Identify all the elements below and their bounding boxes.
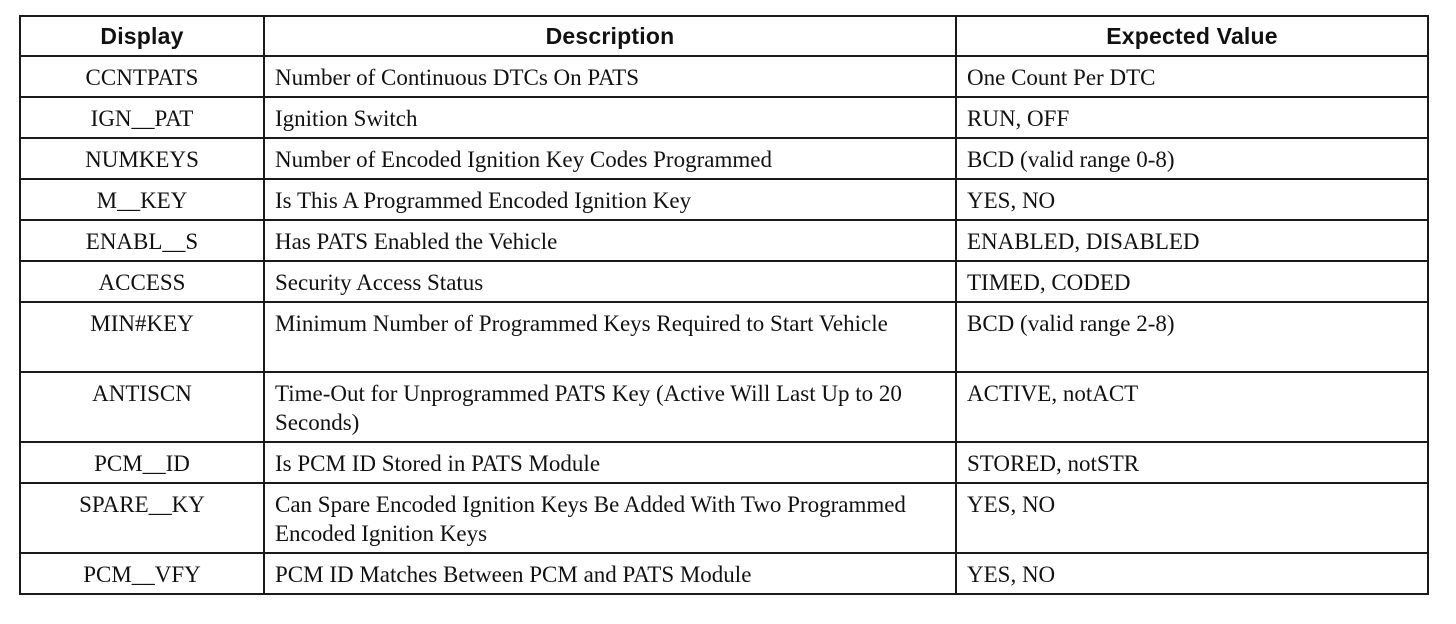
table-row [20,179,1428,220]
cell-description: Minimum Number of Programmed Keys Required to Start Vehicle [264,302,956,372]
cell-expected-value: BCD (valid range 0-8) [956,138,1428,179]
cell-description: Has PATS Enabled the Vehicle [264,220,956,261]
table-row [20,56,1428,97]
cell-description: Number of Encoded Ignition Key Codes Programmed [264,138,956,179]
table-row [20,372,1428,442]
cell-description: Security Access Status [264,261,956,302]
cell-expected-value: RUN, OFF [956,97,1428,138]
cell-description: Number of Continuous DTCs On PATS [264,56,956,97]
cell-expected-value: One Count Per DTC [956,56,1428,97]
cell-display: ENABL__S [20,220,264,261]
cell-description: Ignition Switch [264,97,956,138]
cell-display: ACCESS [20,261,264,302]
cell-expected-value: YES, NO [956,179,1428,220]
cell-expected-value: YES, NO [956,553,1428,594]
table-row [20,442,1428,483]
table-row [20,483,1428,553]
table-row [20,97,1428,138]
header-description: Description [264,16,956,56]
cell-expected-value: ACTIVE, notACT [956,372,1428,442]
cell-description: PCM ID Matches Between PCM and PATS Module [264,553,956,594]
cell-expected-value: BCD (valid range 2-8) [956,302,1428,372]
header-expected-value: Expected Value [956,16,1428,56]
cell-display: ANTISCN [20,372,264,442]
pats-parameter-table [19,15,1429,595]
table-row [20,553,1428,594]
cell-display: MIN#KEY [20,302,264,372]
cell-description: Time-Out for Unprogrammed PATS Key (Active Will Last Up to 20 Seconds) [264,372,956,442]
cell-description: Is PCM ID Stored in PATS Module [264,442,956,483]
cell-expected-value: YES, NO [956,483,1428,553]
cell-display: NUMKEYS [20,138,264,179]
header-display: Display [20,16,264,56]
cell-expected-value: TIMED, CODED [956,261,1428,302]
cell-description: Can Spare Encoded Ignition Keys Be Added With Two Programmed Encoded Ignition Keys [264,483,956,553]
cell-display: PCM__ID [20,442,264,483]
table-header-row [20,16,1428,56]
cell-display: PCM__VFY [20,553,264,594]
cell-display: SPARE__KY [20,483,264,553]
table-row [20,138,1428,179]
cell-display: CCNTPATS [20,56,264,97]
cell-display: IGN__PAT [20,97,264,138]
table-row [20,220,1428,261]
cell-description: Is This A Programmed Encoded Ignition Key [264,179,956,220]
cell-display: M__KEY [20,179,264,220]
table-row [20,261,1428,302]
cell-expected-value: ENABLED, DISABLED [956,220,1428,261]
table-row [20,302,1428,372]
cell-expected-value: STORED, notSTR [956,442,1428,483]
